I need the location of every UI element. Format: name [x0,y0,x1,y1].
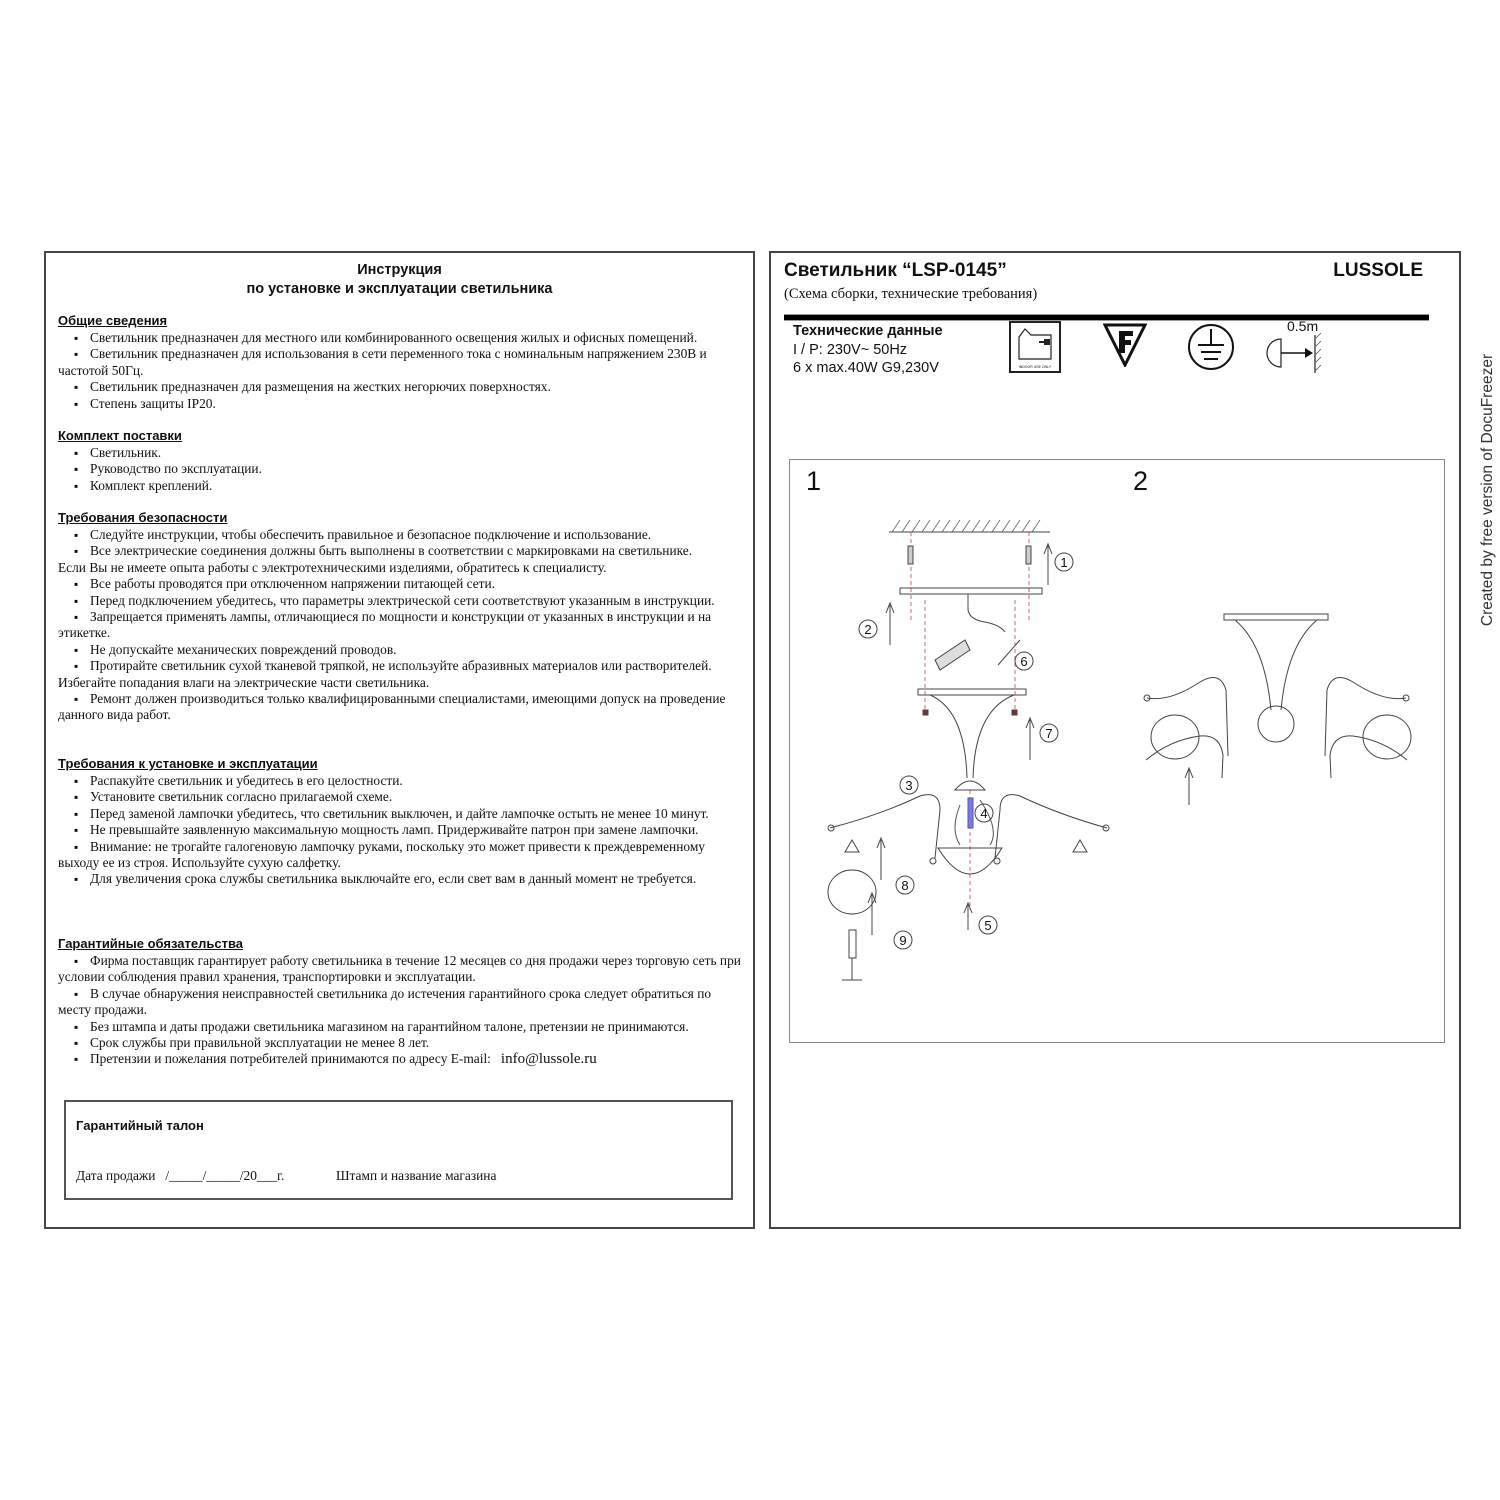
list-item: ▪ Для увеличения срока службы светильника выключайте его, если свет вам в данный момент не требуется. [58,871,741,887]
list-item: ▪ Светильник предназначен для использования в сети переменного тока с номинальным напряжением 230В и частотой 50Гц. [58,346,741,379]
list-item: ▪ Следуйте инструкции, чтобы обеспечить правильное и безопасное подключение и использование. [58,527,741,543]
svg-text:4: 4 [980,806,988,821]
list-item: ▪ Срок службы при правильной эксплуатации не менее 8 лет. [58,1035,741,1051]
indoor-label: INDOOR USE ONLY [1018,365,1052,369]
list-item: ▪ Комплект креплений. [58,478,741,494]
list-item: ▪ В случае обнаружения неисправностей светильника до истечения гарантийного срока следует обратиться по месту продажи. [58,986,741,1019]
list-item: ▪ Все электрические соединения должны быть выполнены в соответствии с маркировками на светильнике. [58,543,741,559]
tech-input-power: I / P: 230V~ 50Hz [793,341,908,358]
tech-heading: Технические данные [793,323,943,339]
list-item: ▪ Светильник предназначен для местного или комбинированного освещения жилых и офисных помещений. [58,330,741,346]
contact-text: Претензии и пожелания потребителей принимаются по адресу E-mail: [90,1051,491,1067]
section-heading: Общие сведения [58,313,168,328]
list-item: ▪ Протирайте светильник сухой тканевой тряпкой, не используйте абразивных материалов или растворителей. Избегайте попадания влаги на электрические части светильника. [58,658,741,691]
email-link[interactable]: info@lussole.ru [500,1051,597,1068]
list-item: ▪ Перед подключением убедитесь, что параметры электрической сети соответствуют указанным в инструкции. [58,593,741,609]
list-item: ▪ Все работы проводятся при отключенном напряжении питающей сети. [58,576,741,592]
section-heading: Требования безопасности [58,510,228,525]
list-item: ▪ Светильник. [58,445,741,461]
assembly-diagram [789,459,1445,1043]
section-heading: Требования к установке и эксплуатации [58,756,318,771]
warranty-coupon [64,1100,733,1200]
step-2-label: 2 [1133,466,1149,496]
sale-date-field: Дата продажи /_____/_____/20___г. [76,1168,285,1183]
tech-specs [793,322,943,378]
section-safety [58,510,741,724]
list-item-continuation: Если Вы не имеете опыта работы с электротехническими изделиями, обратитесь к специалисту. [58,559,607,575]
section-installation [58,756,741,888]
coupon-title: Гарантийный талон [76,1118,204,1133]
list-item: ▪ Установите светильник согласно прилагаемой схеме. [58,789,741,805]
instruction-page [44,251,755,1229]
min-distance-icon [1263,317,1329,378]
brand-logo: LUSSOLE [1333,260,1423,281]
exploded-view-drawing [790,460,1444,1042]
store-stamp-label: Штамп и название магазина [336,1168,497,1183]
product-subtitle: (Схема сборки, технические требования) [784,286,1038,302]
indoor-use-only-icon [1009,321,1061,373]
svg-text:9: 9 [899,933,907,948]
list-item: ▪ Светильник предназначен для размещения на жестких негорючих поверхностях. [58,379,741,395]
section-heading: Гарантийные обязательства [58,936,243,951]
list-item: ▪ Внимание: не трогайте галогеновую лампочку руками, поскольку это может привести к преждевременному выходу ее из строя. Используйте сухую салфетку. [58,839,741,872]
section-warranty [58,936,741,1068]
list-item: ▪ Запрещается применять лампы, отличающиеся по мощности и конструкции от указанных в инструкции и на этикетке. [58,609,741,642]
svg-text:8: 8 [901,878,909,893]
svg-text:5: 5 [984,918,992,933]
list-item: ▪ Не превышайте заявленную максимальную мощность ламп. Придерживайте патрон при замене лампочки. [58,822,741,838]
section-package [58,428,741,494]
svg-text:7: 7 [1045,726,1053,741]
svg-text:3: 3 [905,778,913,793]
protective-earth-icon [1187,323,1235,376]
assembly-page [769,251,1461,1229]
product-title: Светильник “LSP-0145” [784,260,1007,281]
list-item: ▪ Фирма поставщик гарантирует работу светильника в течение 12 месяцев со дня продажи через торговую сеть при условии соблюдения правил хранения, транспортировки и эксплуатации. [58,953,741,986]
list-item: ▪ Без штампа и даты продажи светильника магазином на гарантийном талоне, претензии не принимаются. [58,1019,741,1035]
list-item: ▪ Не допускайте механических повреждений проводов. [58,642,741,658]
list-item [58,1051,741,1067]
list-item: ▪ Распакуйте светильник и убедитесь в его целостности. [58,773,741,789]
watermark-text: Created by free version of DocuFreezer [1479,353,1496,627]
list-item: ▪ Перед заменой лампочки убедитесь, что светильник выключен, и дайте лампочке остыть не менее 10 минут. [58,806,741,822]
svg-text:0.5m: 0.5m [1287,318,1319,334]
title-line-2: по установке и эксплуатации светильника [246,281,553,297]
svg-text:1: 1 [1060,555,1068,570]
header-divider [784,314,1429,321]
svg-text:6: 6 [1020,654,1028,669]
title-line-1: Инструкция [357,262,442,278]
tech-lamps: 6 x max.40W G9,230V [793,360,939,376]
list-item: ▪ Руководство по эксплуатации. [58,461,741,477]
section-heading: Комплект поставки [58,428,182,443]
section-general [58,313,741,412]
svg-text:2: 2 [864,622,872,637]
list-item: ▪ Степень защиты IP20. [58,396,741,412]
list-item: ▪ Ремонт должен производиться только квалифицированными специалистами, имеющими допуск на проведение данного вида работ. [58,691,741,724]
watermark [1477,330,1499,650]
step-1-label: 1 [806,466,822,496]
page-title [46,261,753,299]
f-mark-triangle-icon [1103,323,1147,372]
